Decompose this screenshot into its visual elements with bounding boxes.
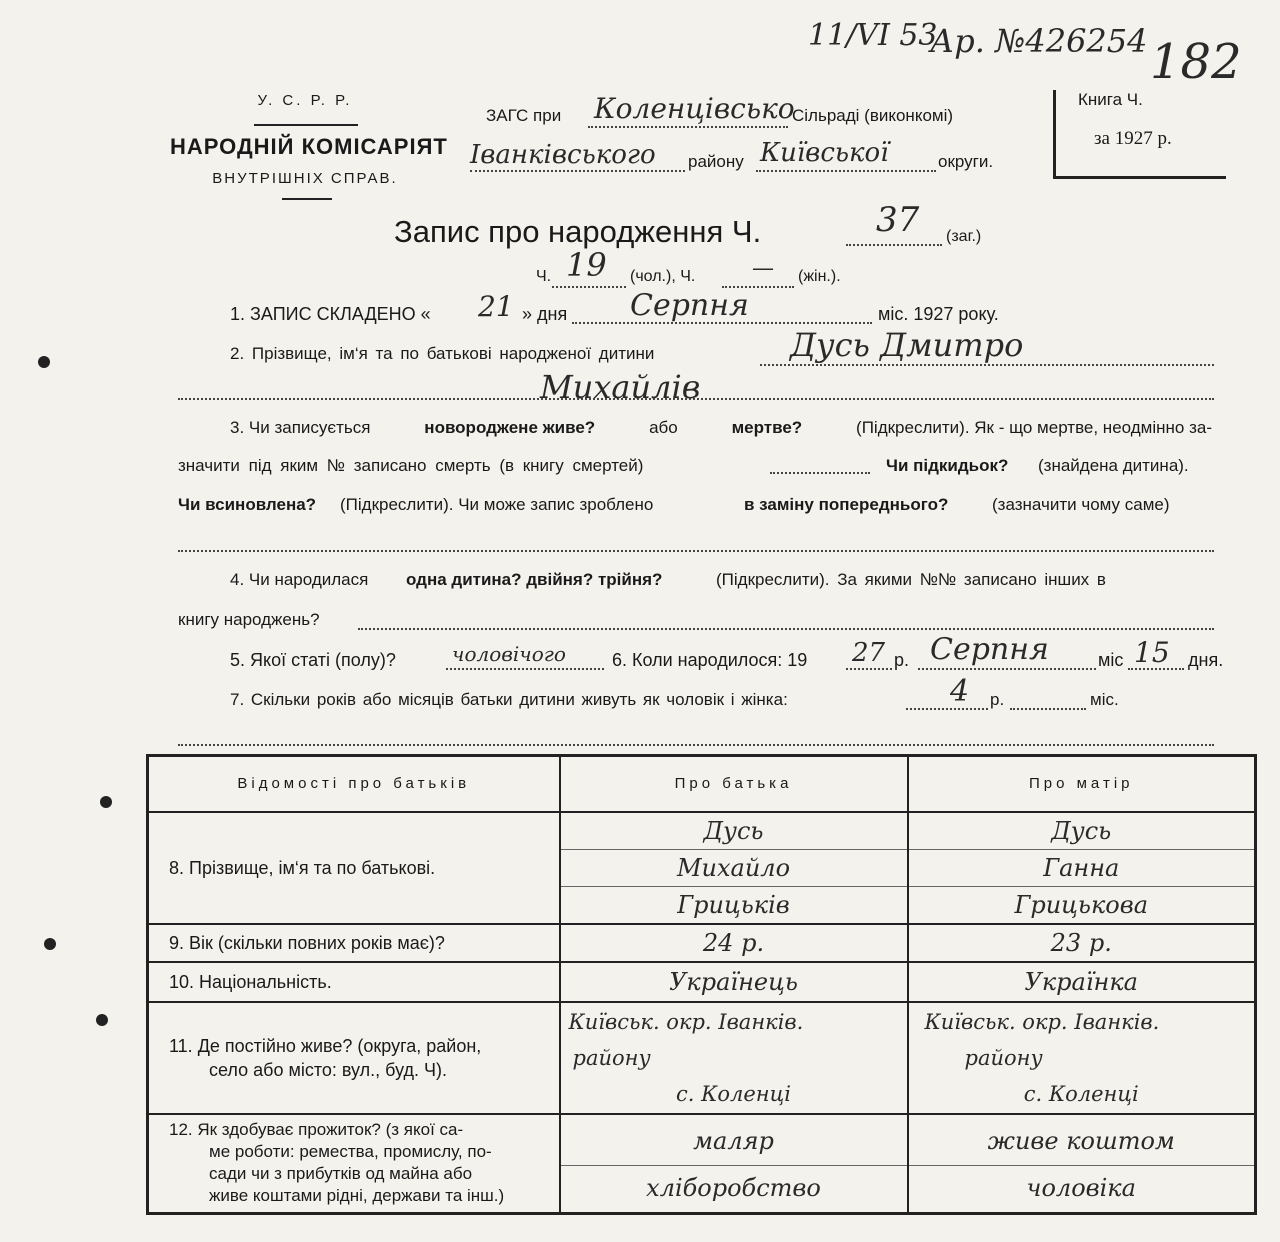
row8-father [560,812,908,924]
row9-mother: 23 р. [908,924,1256,962]
item2-label: 2. Прізвище, ім‘я та по батькові народженої дитини [230,344,655,363]
male-count-hw: 19 [566,246,607,284]
row8-mother-surname: Дусь [909,813,1255,850]
item1-month-hw: Серпня [630,288,749,323]
item7-r: р. [990,690,1005,709]
table-row [148,924,1256,962]
book-box [1053,90,1226,179]
item6-dnia: дня. [1188,650,1224,670]
punch-hole [38,356,50,368]
row12-father-line1: маляр [561,1117,907,1166]
item4-line2: книгу народжень? [178,610,320,629]
row11-label-line2: село або місто: вул., буд. Ч). [209,1059,447,1080]
item6-label: 6. Коли народилося: 19 [612,650,808,670]
row8-father-name: Михайло [561,850,907,887]
book-label: Книга Ч. [1078,90,1143,109]
item3-w1: 3. Чи записується [230,418,371,437]
item3-line1 [230,418,1212,438]
department-label: ВНУТРІШНІХ СПРАВ. [212,170,398,187]
row8-father-patronymic: Грицьків [677,890,790,919]
row11-father [560,1002,908,1114]
ch-label: Ч. [536,268,552,285]
male-count-line [552,286,626,288]
item7-years-line [906,708,988,710]
item3-line3c: в заміну попереднього? [744,495,949,514]
item6-month-line [918,668,1096,670]
row8-label-text: 8. Прізвище, ім‘я та по батькові. [169,857,436,878]
row12-label-line2: ме роботи: ремества, промислу, по- [209,1142,492,1162]
row10-label-text: 10. Національність. [169,971,332,992]
zags-village-hw: Коленцівсько [594,92,795,125]
item6-day-hw: 15 [1134,636,1170,669]
punch-hole [44,938,56,950]
item3-w4: мертве? [731,418,803,437]
item6-r: р. [894,650,910,670]
okrug-hw: Київської [760,138,889,168]
item1-label: 1. ЗАПИС СКЛАДЕНО « [230,304,431,324]
item3-line3b: (Підкреслити). Чи може запис зроблено [340,495,654,514]
item6-year-line [846,668,892,670]
item3-line2c: (знайдена дитина). [1038,456,1189,475]
row11-father-line2: району [572,1045,651,1070]
table-header-row [148,756,1256,812]
row12-label [148,1114,560,1214]
item4-line1c: (Підкреслити). За якими №№ записано інших в [716,570,1106,589]
item2-patronymic-line [178,398,1214,400]
item4-line1b: одна дитина? двійня? трійня? [406,570,663,589]
district-line [470,170,685,172]
row11-father-line1: Київськ. окр. Іванків. [568,1009,804,1034]
item3-death-line [770,472,870,474]
book-year: за 1927 р. [1094,128,1172,149]
page-number: 182 [1150,34,1242,90]
row9-label [148,924,560,962]
record-number-hw: 37 [876,200,920,240]
row12-label-line3: сади чи з прибутків од майна або [209,1164,473,1184]
header-rule [282,198,332,200]
row12-label-line4: живе коштами рідні, держави та інш.) [209,1186,505,1206]
item5-label: 5. Якої статі (полу)? [230,650,396,670]
row11-label-line1: 11. Де постійно живе? (округа, район, [169,1035,482,1056]
item1-month-line [572,322,872,324]
item7-extra-line [178,744,1214,746]
parents-table [146,754,1257,1215]
row8-mother-patronymic: Грицькова [1014,890,1149,919]
okrug-line [756,170,936,172]
item2-name-line [760,364,1214,366]
item2-name-hw: Дусь Дмитро [790,326,1024,364]
item4-numbers-line [358,628,1214,630]
row12-mother-line1: живе коштом [909,1117,1255,1166]
row12-label-line1: 12. Як здобуває прожиток? (з якої са- [169,1120,464,1140]
row12-mother-line2: чоловіка [1026,1173,1136,1202]
item1-day-label: » дня [522,304,568,324]
row12-father [560,1114,908,1214]
row9-father: 24 р. [560,924,908,962]
female-count-hw: — [752,256,774,281]
row10-father: Українець [560,962,908,1002]
header-mother: Про матір [908,756,1256,812]
item3-w3: або [649,418,678,437]
table-row [148,1114,1256,1214]
row8-label [148,812,560,924]
female-label: (жін.). [798,268,841,285]
item3-line3d: (зазначити чому саме) [992,495,1170,514]
item7-label: 7. Скільки років або місяців батьки дитини живуть як чоловік і жінка: [230,690,788,709]
item5-sex-line [446,668,604,670]
zags-suffix: Сільраді (виконкомі) [792,106,954,125]
row12-mother [908,1114,1256,1214]
state-label: У. С. Р. Р. [257,92,353,109]
zags-village-line [588,126,788,128]
item3-w2: новороджене живе? [424,418,596,437]
table-row [148,962,1256,1002]
row11-mother-line3: с. Коленці [1023,1081,1139,1106]
item1-tail: міс. 1927 року. [878,304,999,324]
row11-mother-line1: Київськ. окр. Іванків. [924,1009,1160,1034]
item1-day-hw: 21 [478,290,514,323]
row9-label-text: 9. Вік (скільки повних років має)? [169,932,445,953]
row8-mother-name: Ганна [909,850,1255,887]
zags-prefix: ЗАГС при [486,106,562,125]
row11-mother-line2: району [964,1045,1043,1070]
record-number-line [846,244,942,246]
row8-mother [908,812,1256,924]
item7-mis: міс. [1090,690,1119,709]
item7-years-hw: 4 [950,674,970,709]
punch-hole [100,796,112,808]
header-father: Про батька [560,756,908,812]
item6-day-line [1128,668,1184,670]
item3-w5: (Підкреслити). Як - що мертве, неодмінно за- [856,418,1212,437]
district-hw: Іванківського [470,140,656,170]
item4-line1a: 4. Чи народилася [230,570,369,589]
okrug-label: округи. [938,152,994,171]
row10-mother: Українка [908,962,1256,1002]
row11-father-line3: с. Коленці [675,1081,791,1106]
item3-reason-line [178,550,1214,552]
item3-line2a: значити під яким № записано смерть (в книгу смертей) [178,456,644,475]
header-info: Відомості про батьків [148,756,560,812]
item7-months-line [1010,708,1086,710]
record-title: Запис про народження Ч. [394,214,762,249]
record-suffix: (заг.) [946,228,982,245]
item6-mis: міс [1098,650,1124,670]
row11-mother [908,1002,1256,1114]
punch-hole [96,1014,108,1026]
archive-date: 11/VI 53 [808,18,938,53]
item6-year-hw: 27 [852,638,886,668]
item6-month-hw: Серпня [930,632,1049,667]
header-rule [254,124,358,126]
item3-line3a: Чи всиновлена? [178,495,317,514]
male-label: (чол.), Ч. [630,268,696,285]
commissariat-title: НАРОДНІЙ КОМІСАРІЯТ [170,134,448,159]
row11-label [148,1002,560,1114]
archive-ref-number: Ар. №426254 [930,22,1148,60]
table-row [148,812,1256,924]
row8-father-surname: Дусь [561,813,907,850]
table-row [148,1002,1256,1114]
row12-father-line2: хліборобство [646,1173,821,1202]
item5-sex-hw: чоловічого [452,642,566,666]
district-label: району [688,152,744,171]
item2-patronymic-hw: Михайлів [540,368,701,406]
row10-label [148,962,560,1002]
item3-line2b: Чи підкидьок? [886,456,1009,475]
